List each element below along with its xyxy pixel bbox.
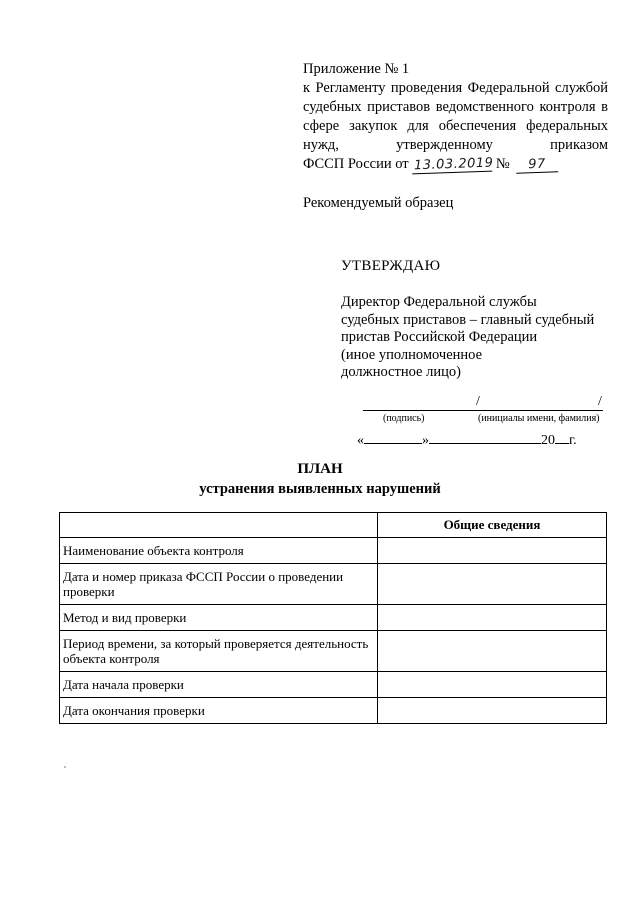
scan-speck	[64, 766, 66, 768]
table-row	[60, 631, 607, 672]
signature-line	[363, 410, 603, 411]
general-info-table	[59, 512, 607, 724]
row-value	[378, 631, 607, 672]
table-header-row	[60, 513, 607, 538]
approve-line: Директор Федеральной службы	[341, 294, 537, 310]
date-open-quote: «	[357, 433, 364, 448]
table-row	[60, 538, 607, 564]
row-value	[378, 605, 607, 631]
day-blank	[364, 430, 422, 444]
year-blank	[555, 430, 569, 444]
annex-order-line	[303, 155, 608, 174]
annex-block	[303, 60, 608, 174]
signature-caption: (подпись)	[383, 413, 425, 424]
table-row	[60, 698, 607, 724]
approve-title: УТВЕРЖДАЮ	[341, 258, 441, 274]
date-close-quote: »	[422, 433, 429, 448]
approve-position	[341, 294, 594, 382]
row-label: Дата окончания проверки	[60, 698, 378, 724]
signature-slash: /	[476, 394, 480, 409]
handwritten-number: 97	[516, 156, 559, 173]
handwritten-date: 13.03.2019	[413, 155, 494, 174]
recommended-sample-label: Рекомендуемый образец	[303, 195, 454, 211]
annex-body: к Регламенту проведения Федеральной службой судебных приставов ведомственного контроля в сфере закупок для обеспечения федеральных нужд, утвержденному приказом	[303, 80, 608, 153]
row-label: Дата начала проверки	[60, 672, 378, 698]
initials-caption: (инициалы имени, фамилия)	[478, 413, 600, 424]
year-suffix: г.	[569, 433, 577, 448]
table-header-general-info: Общие сведения	[378, 513, 607, 538]
row-value	[378, 672, 607, 698]
row-value	[378, 698, 607, 724]
month-blank	[429, 430, 541, 444]
approve-line: должностное лицо)	[341, 364, 461, 380]
table-row	[60, 605, 607, 631]
row-value	[378, 538, 607, 564]
plan-title: ПЛАН	[297, 461, 343, 477]
row-value	[378, 564, 607, 605]
approval-date-line	[357, 430, 577, 449]
annex-number-prefix: №	[495, 156, 510, 172]
year-prefix: 20	[541, 433, 555, 448]
plan-subtitle: устранения выявленных нарушений	[199, 481, 441, 497]
annex-title: Приложение № 1	[303, 61, 410, 77]
table-row	[60, 564, 607, 605]
annex-order-prefix: ФССП России от	[303, 156, 409, 172]
table-header-empty	[60, 513, 378, 538]
approve-line: (иное уполномоченное	[341, 346, 483, 363]
approve-line: судебных приставов – главный судебный	[341, 311, 595, 328]
row-label: Дата и номер приказа ФССП России о проведении проверки	[60, 564, 378, 605]
signature-slash-end: /	[598, 394, 602, 409]
row-label: Период времени, за который проверяется деятельность объекта контроля	[60, 631, 378, 672]
row-label: Метод и вид проверки	[60, 605, 378, 631]
row-label: Наименование объекта контроля	[60, 538, 378, 564]
approve-line: пристав Российской Федерации	[341, 329, 538, 345]
table-row	[60, 672, 607, 698]
